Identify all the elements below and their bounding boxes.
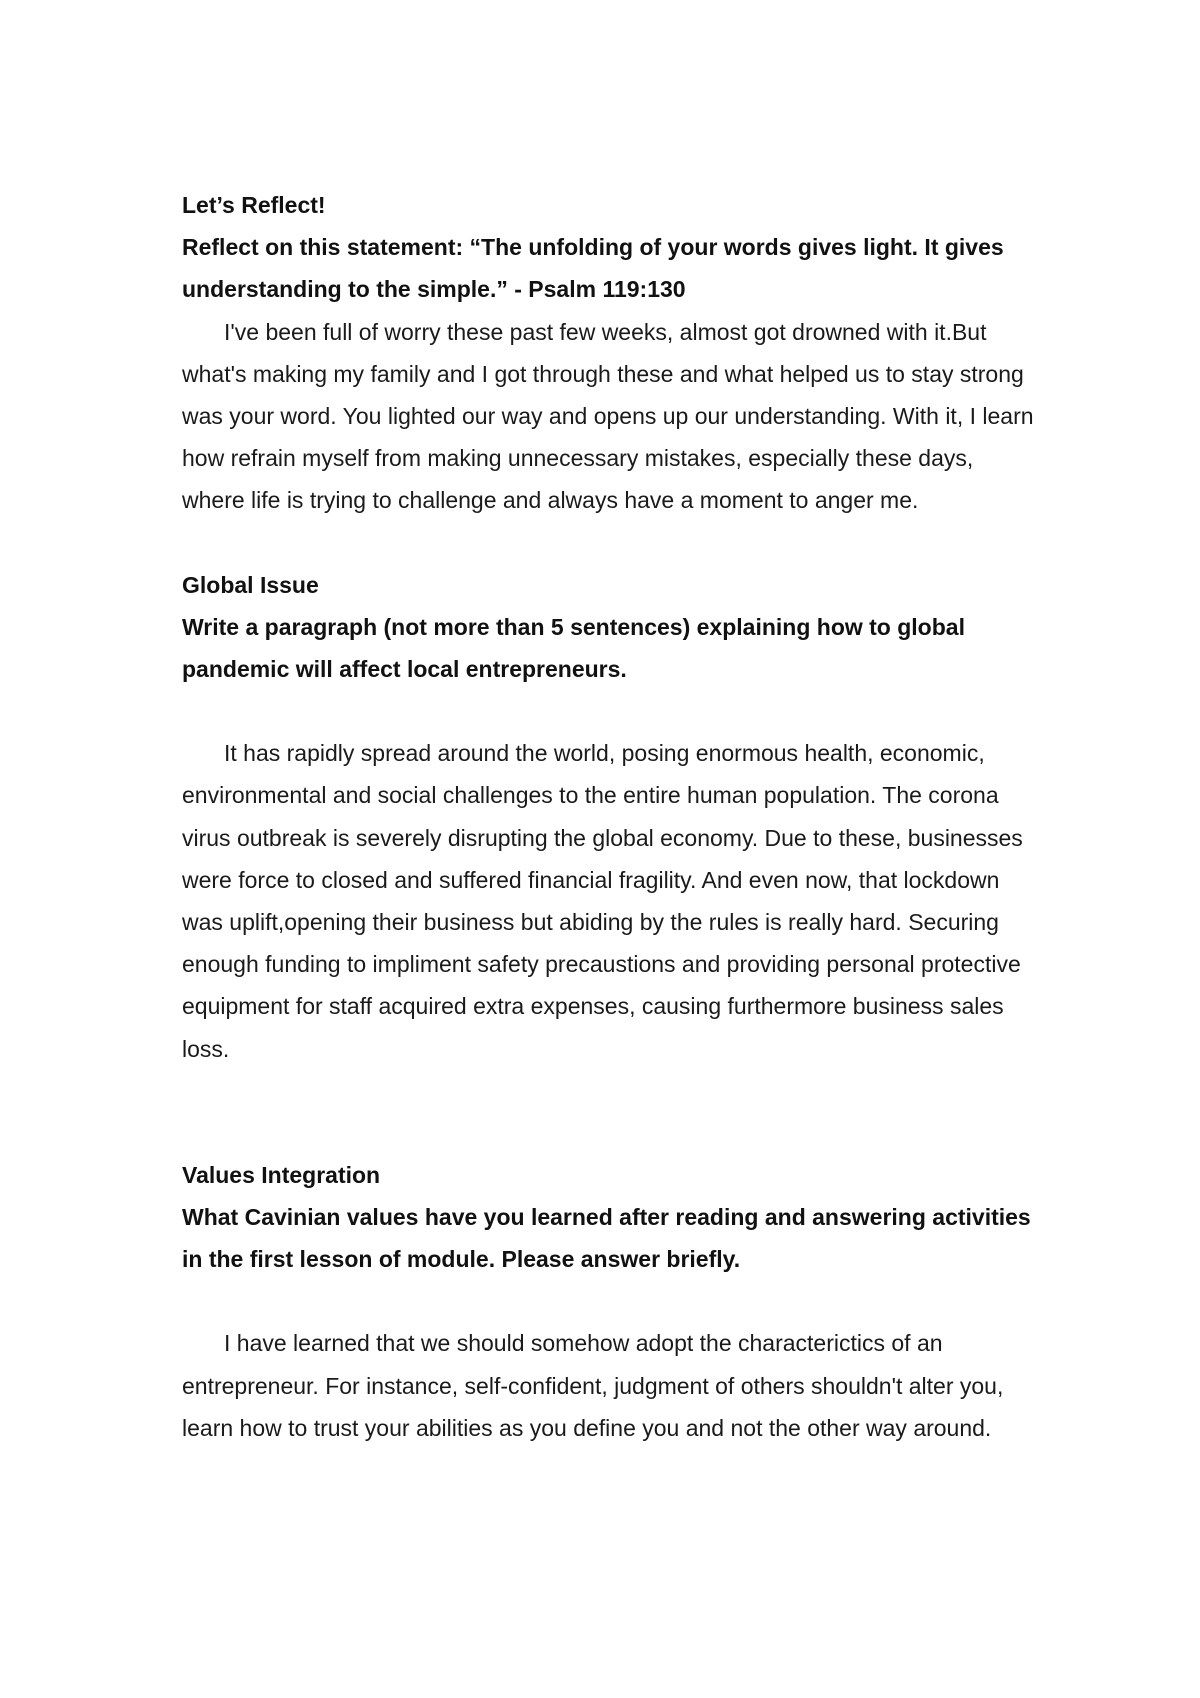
section-answer: I've been full of worry these past few weeks, almost got drowned with it.But what's making my family and I got through these and what helped us to stay strong was your word. You lighted our way and opens up our understanding. With it, I learn how refrain myself from making unnecessary mistakes, especially these days, where life is trying to challenge and always have a moment to anger me. xyxy=(182,318,1034,514)
section-heading: Global Issue xyxy=(182,571,319,598)
section-global-issue xyxy=(182,564,1042,1070)
section-prompt: Write a paragraph (not more than 5 sentences) explaining how to global pandemic will affect local entrepreneurs. xyxy=(182,613,965,683)
spacer xyxy=(182,1280,1042,1322)
section-heading: Values Integration xyxy=(182,1161,381,1188)
document-content xyxy=(182,184,1042,1449)
section-prompt: What Cavinian values have you learned after reading and answering activities in the first lesson of module. Please answer briefly. xyxy=(182,1204,1031,1273)
spacer xyxy=(182,522,1042,564)
section-heading: Let’s Reflect! xyxy=(182,192,326,218)
spacer xyxy=(182,690,1042,732)
spacer xyxy=(182,1070,1042,1154)
section-answer: I have learned that we should somehow adopt the characterictics of an entrepreneur. For instance, self-confident, judgment of others shouldn't alter you, learn how to trust your abilities as you define you and not the other way around. xyxy=(182,1330,1004,1441)
section-prompt: Reflect on this statement: “The unfolding of your words gives light. It gives understanding to the simple.” - Psalm 119:130 xyxy=(182,234,1004,303)
section-lets-reflect xyxy=(182,184,1042,522)
section-answer: It has rapidly spread around the world, posing enormous health, economic, environmental and social challenges to the entire human population. The corona virus outbreak is severely disrupting the global economy. Due to these, businesses were force to closed and suffered financial fragility. And even now, that lockdown was uplift,opening their business but abiding by the rules is really hard. Securing enough funding to impliment safety precaustions and providing personal protective equipment for staff acquired extra expenses, causing furthermore business sales loss. xyxy=(182,740,1023,1062)
section-values-integration xyxy=(182,1154,1042,1449)
